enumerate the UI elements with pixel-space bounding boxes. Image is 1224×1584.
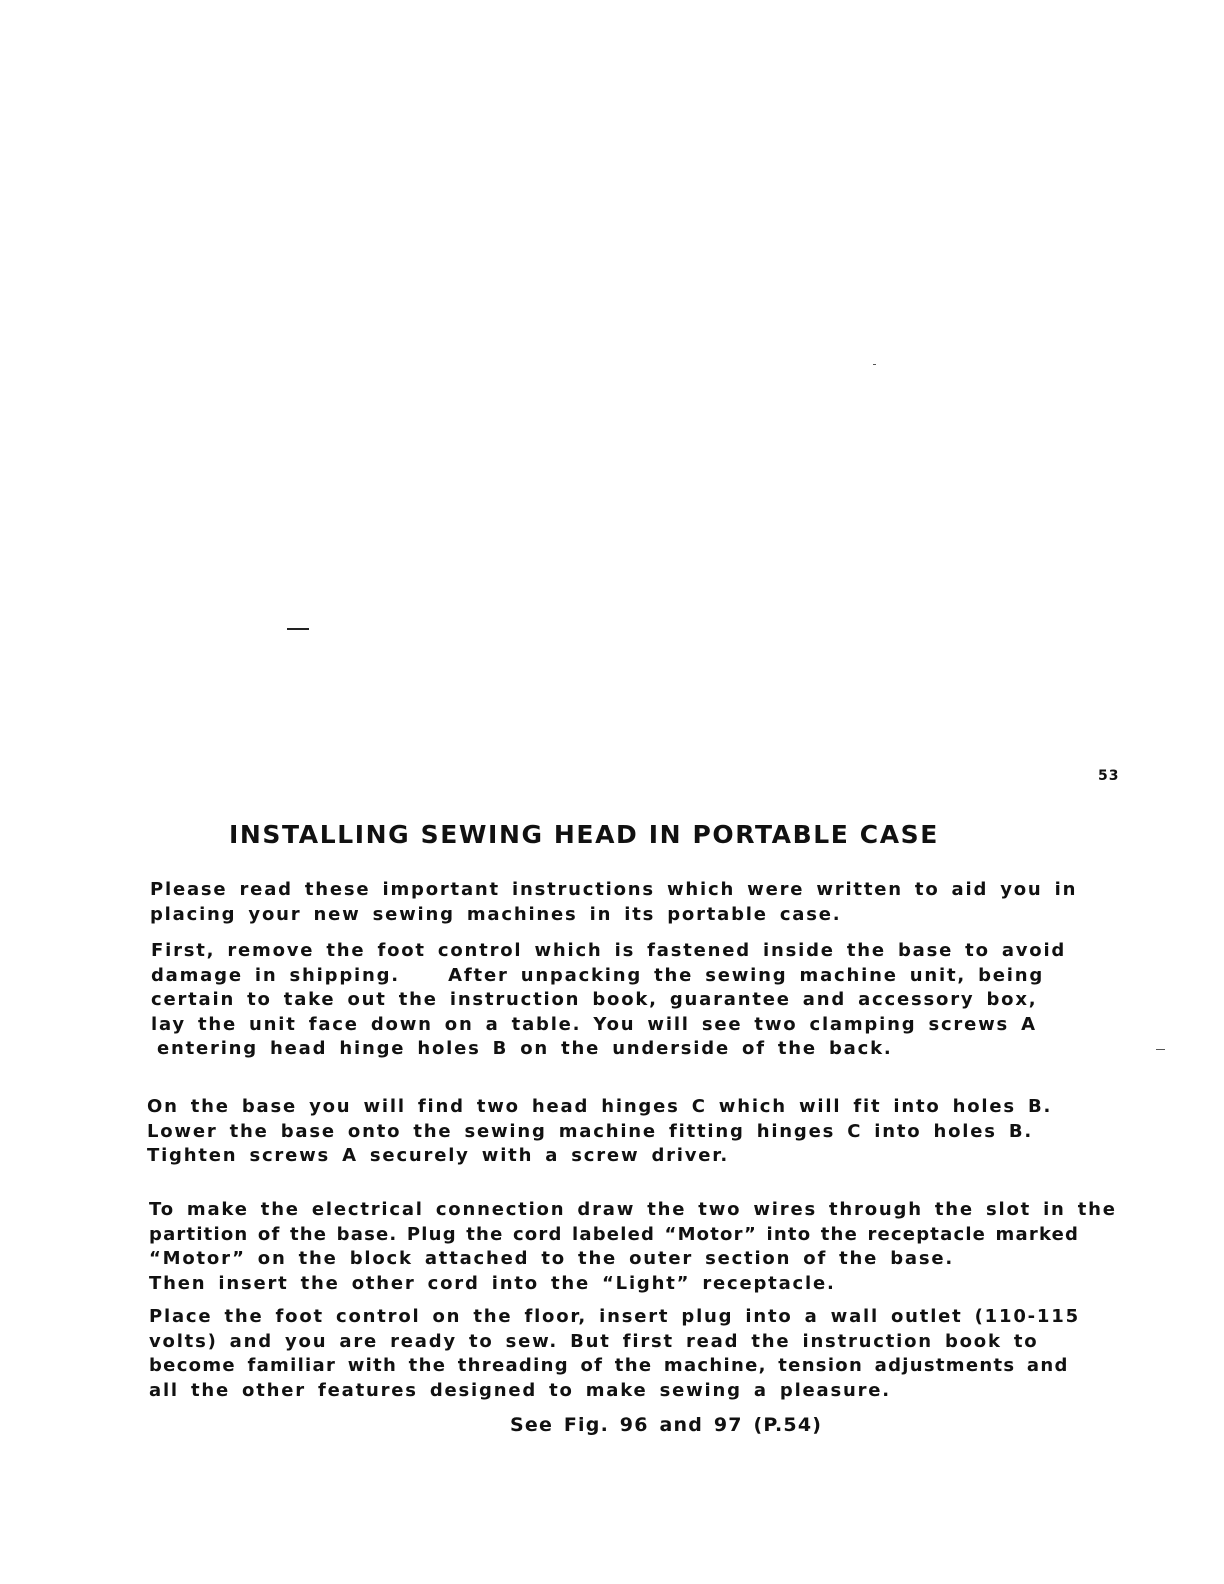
page-title: INSTALLING SEWING HEAD IN PORTABLE CASE (229, 820, 939, 849)
paragraph-first-steps (151, 939, 1066, 1062)
text-line: On the base you will find two head hinges C which will fit into holes B. (147, 1096, 1053, 1117)
scan-mark (287, 628, 309, 630)
text-line: lay the unit face down on a table. You will see two clamping screws A (151, 1013, 1037, 1035)
text-line: Place the foot control on the floor, insert plug into a wall outlet (110-115 (149, 1306, 1080, 1327)
text-line: Tighten screws A securely with a screw driver. (147, 1145, 730, 1166)
figure-reference: See Fig. 96 and 97 (P.54) (510, 1414, 823, 1436)
text-line: volts) and you are ready to sew. But first read the instruction book to (149, 1330, 1039, 1352)
text-line: First, remove the foot control which is fastened inside the base to avoid (151, 940, 1067, 961)
text-line: Please read these important instructions which were written to aid you in (150, 879, 1078, 900)
text-line: To make the electrical connection draw the two wires through the slot in the (149, 1199, 1117, 1220)
text-line: entering head hinge holes B on the underside of the back. (157, 1038, 893, 1059)
text-line: partition of the base. Plug the cord labeled “Motor” into the receptacle marked (149, 1223, 1080, 1245)
paragraph-hinges (147, 1095, 1052, 1169)
text-line: placing your new sewing machines in its portable case. (150, 903, 842, 925)
text-line: all the other features designed to make sewing a pleasure. (149, 1379, 891, 1401)
paragraph-foot-control (149, 1305, 1080, 1403)
paragraph-electrical (149, 1198, 1117, 1296)
scan-speck (1156, 1049, 1165, 1050)
page-number: 53 (1098, 768, 1120, 784)
text-line: “Motor” on the block attached to the outer section of the base. (149, 1248, 955, 1269)
text-line: certain to take out the instruction book, guarantee and accessory box, (151, 989, 1038, 1010)
text-line: become familiar with the threading of the machine, tension adjustments and (149, 1355, 1069, 1376)
text-line: Lower the base onto the sewing machine fitting hinges C into holes B. (147, 1120, 1033, 1142)
scan-speck (873, 364, 876, 365)
text-line: Then insert the other cord into the “Light” receptacle. (149, 1272, 836, 1294)
text-line: damage in shipping. After unpacking the sewing machine unit, being (151, 964, 1045, 986)
paragraph-intro (150, 878, 1077, 927)
